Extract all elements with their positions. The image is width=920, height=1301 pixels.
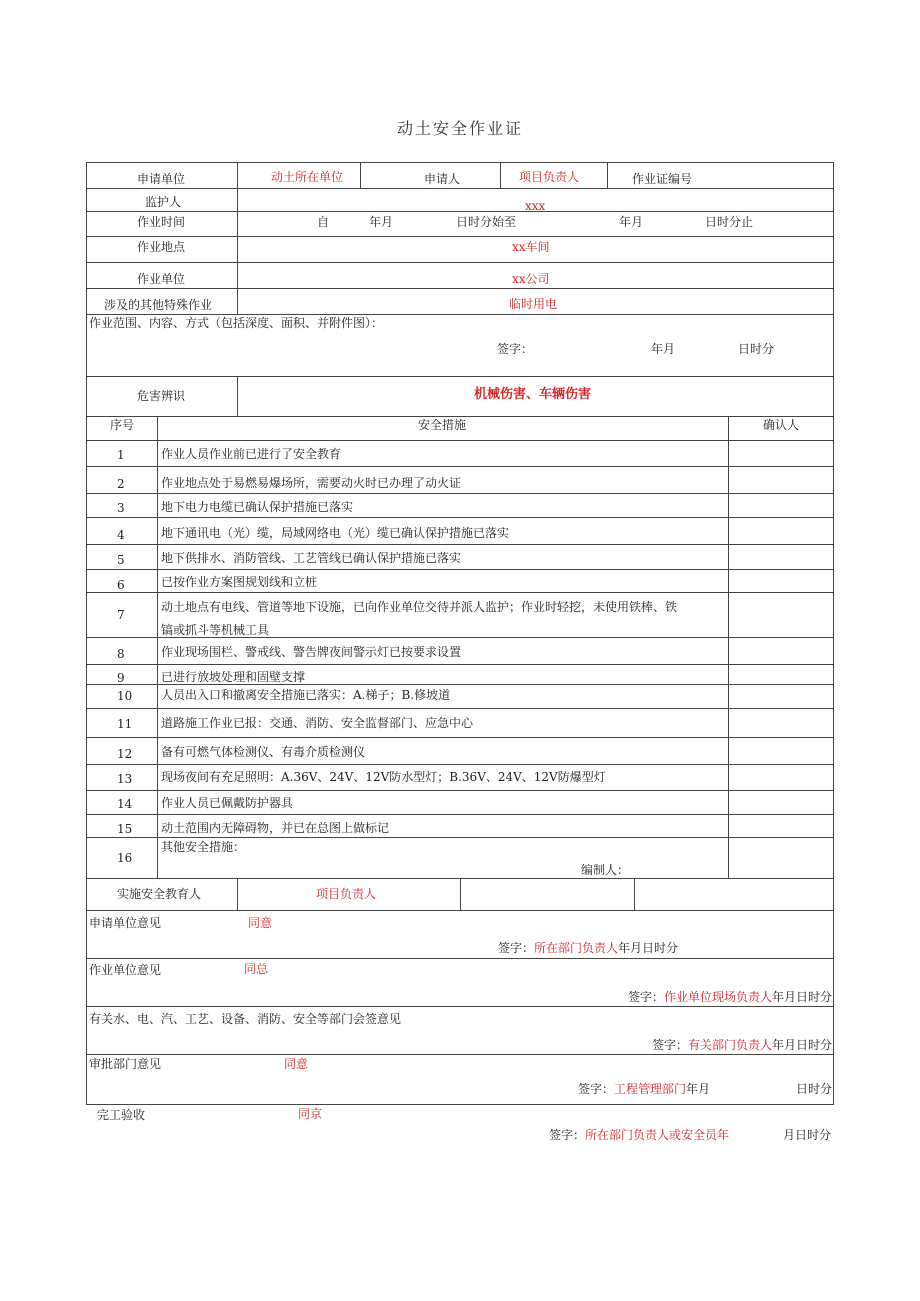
approval-opinion-sign: 签字：工程管理部门年月 (578, 1082, 711, 1096)
work-unit-opinion-label: 作业单位意见 (89, 963, 162, 977)
completion-date: 月日时分 (783, 1128, 832, 1142)
measure-no: 2 (117, 477, 125, 491)
time-mid: 日时分始至 (456, 215, 517, 229)
measure-no: 12 (117, 747, 133, 761)
measure-text: 作业现场围栏、警戒线、警告牌夜间警示灯已按要求设置 (161, 645, 462, 659)
educator-value: 项目负责人 (316, 887, 377, 901)
applicant-opinion-label: 申请单位意见 (89, 916, 162, 930)
measure-no: 4 (117, 528, 125, 542)
hazard-label: 危害辨识 (137, 389, 186, 403)
location-label: 作业地点 (137, 240, 186, 254)
measure-no: 13 (117, 772, 133, 786)
measure-no: 8 (117, 647, 125, 661)
measure-text: 现场夜间有充足照明：A.36V、24V、12V防水型灯；B.36V、24V、12V防爆型灯 (161, 770, 606, 784)
approval-opinion-label: 审批部门意见 (89, 1057, 162, 1071)
permit-no-label: 作业证编号 (632, 172, 693, 186)
measure-no: 7 (117, 608, 125, 622)
time-from: 自 (317, 215, 330, 229)
applicant-opinion-value: 同意 (248, 916, 273, 930)
special-work-value: 临时用电 (509, 297, 558, 311)
page-title: 动土安全作业证 (396, 119, 523, 138)
measures-header-measure: 安全措施 (418, 418, 467, 432)
measure-no: 3 (117, 501, 125, 515)
scope-ym: 年月 (651, 342, 676, 356)
work-unit-opinion-sign: 签字：作业单位现场负责人年月日时分 (627, 990, 832, 1004)
measure-no: 9 (117, 671, 125, 685)
approval-opinion-value: 同意 (284, 1057, 309, 1071)
measure-no: 10 (117, 689, 133, 703)
completion-value: 同京 (298, 1107, 323, 1121)
measure-no: 5 (117, 553, 125, 567)
supervisor-value: xxx (525, 199, 546, 213)
departments-opinion-sign: 签字：有关部门负责人年月日时分 (651, 1038, 832, 1052)
measure-no: 6 (117, 578, 125, 592)
scope-dhm: 日时分 (738, 342, 775, 356)
time-ym-end: 年月 (619, 215, 644, 229)
measure-text: 备有可燃气体检测仪、有毒介质检测仪 (161, 745, 366, 759)
work-unit-opinion-value: 同总 (244, 962, 269, 976)
measure-no: 15 (117, 822, 133, 836)
applicant-opinion-sign: 签字：所在部门负责人年月日时分 (498, 941, 679, 955)
measure-no: 1 (117, 448, 125, 462)
measure-text: 其他安全措施： (161, 840, 246, 854)
measure-text: 地下电力电缆已确认保护措施已落实 (161, 500, 354, 514)
time-ym-start: 年月 (369, 215, 394, 229)
measure-text: 地下通讯电（光）缆，局域网络电（光）缆已确认保护措施已落实 (161, 526, 510, 540)
measure-text: 人员出入口和撤离安全措施已落实：A.梯子；B.修坡道 (161, 688, 451, 702)
measure-no: 14 (117, 797, 133, 811)
measure-text: 动土地点有电线、管道等地下设施，已向作业单位交待并派人监护；作业时轻挖，未使用铁棒、铁 (161, 600, 678, 614)
applicant-label: 申请人 (424, 172, 461, 186)
scope-sign: 签字： (497, 342, 534, 356)
departments-opinion-label: 有关水、电、汽、工艺、设备、消防、安全等部门会签意见 (89, 1012, 402, 1026)
applicant-value: 项目负责人 (519, 170, 580, 184)
measure-text: 动土范围内无障碍物，并已在总图上做标记 (161, 821, 390, 835)
measure-no: 11 (117, 717, 133, 731)
work-time-label: 作业时间 (137, 215, 186, 229)
time-end: 日时分止 (705, 215, 754, 229)
measure-text: 已进行放坡处理和固壁支撑 (161, 670, 306, 684)
measure-text: 作业人员作业前已进行了安全教育 (161, 447, 342, 461)
measure-text: 作业地点处于易燃易爆场所，需要动火时已办理了动火证 (161, 476, 462, 490)
measures-header-confirm: 确认人 (763, 418, 800, 432)
applicant-unit-label: 申请单位 (137, 172, 186, 186)
measures-header-no: 序号 (110, 418, 135, 432)
measure-text-cont: 镐或抓斗等机械工具 (161, 623, 270, 637)
special-work-label: 涉及的其他特殊作业 (104, 298, 213, 312)
scope-label: 作业范围、内容、方式（包括深度、面积、并附件图）： (89, 316, 384, 330)
hazard-value: 机械伤害、车辆伤害 (474, 387, 592, 402)
work-unit-value: xx公司 (512, 272, 550, 286)
measure-text: 作业人员已佩戴防护器具 (161, 796, 294, 810)
measure-text: 已按作业方案图规划线和立桩 (161, 575, 318, 589)
completion-label: 完工验收 (97, 1108, 146, 1122)
applicant-unit-value: 动土所在单位 (271, 170, 344, 184)
measure-text: 道路施工作业已报：交通、消防、安全监督部门、应急中心 (161, 716, 474, 730)
location-value: xx车间 (512, 240, 550, 254)
approval-opinion-dhm: 日时分 (795, 1082, 832, 1096)
educator-label: 实施安全教育人 (117, 887, 202, 901)
measure-no: 16 (117, 851, 133, 865)
measure-text: 地下供排水、消防管线、工艺管线已确认保护措施已落实 (161, 551, 462, 565)
supervisor-label: 监护人 (145, 195, 182, 209)
completion-sign: 签字：所在部门负责人或安全员年 (549, 1128, 730, 1142)
compiler-label: 编制人： (581, 863, 630, 877)
work-unit-label: 作业单位 (137, 272, 186, 286)
